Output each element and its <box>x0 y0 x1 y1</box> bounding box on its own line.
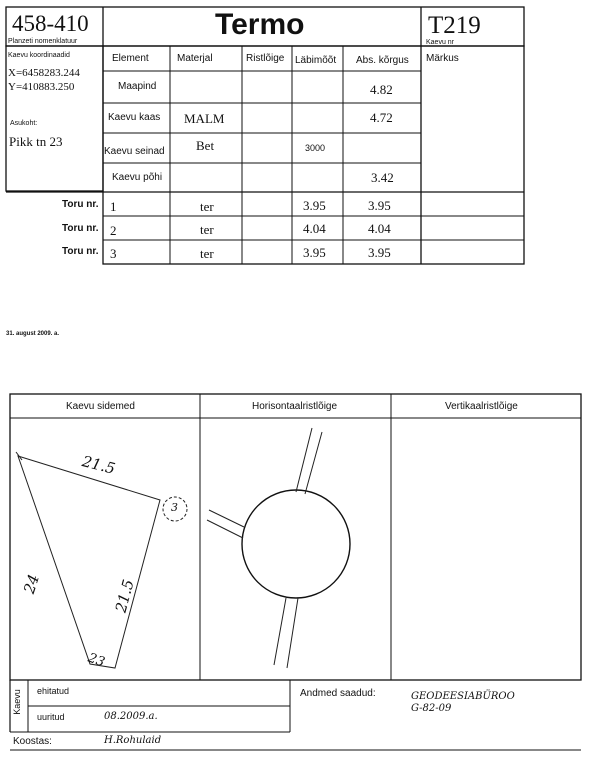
built-label: ehitatud <box>37 686 70 696</box>
circle-number: 3 <box>171 501 178 514</box>
nomenclature-label: Planzeti nomenklatuur <box>8 38 78 45</box>
row-height: 3.42 <box>371 170 394 185</box>
well-number: T219 <box>428 12 481 39</box>
row-diameter: 3000 <box>305 143 326 153</box>
pipe-number: 1 <box>110 199 117 214</box>
pipe-number: 2 <box>110 223 117 238</box>
row-height: 4.72 <box>370 110 393 125</box>
data-code: G-82-09 <box>411 703 452 714</box>
sketch-header-horizontal: Horisontaalristlõige <box>252 401 338 412</box>
row-material: Bet <box>196 138 215 153</box>
location-label: Asukoht: <box>10 120 38 127</box>
col-header-diameter: Läbimõõt <box>295 55 337 66</box>
sketch-header-ties: Kaevu sidemed <box>66 401 135 412</box>
row-element: Maapind <box>118 81 157 92</box>
pipe-material: ter <box>200 246 214 261</box>
coords-label: Kaevu koordinaadid <box>8 52 70 59</box>
pipe-number: 3 <box>110 246 117 261</box>
row-element: Kaevu kaas <box>108 112 161 123</box>
surveyed-value: 08.2009.a. <box>104 711 158 722</box>
location-value: Pikk tn 23 <box>9 134 63 149</box>
row-material: MALM <box>184 111 225 126</box>
data-source: GEODEESIABÜROO <box>411 691 515 702</box>
coord-y: Y=410883.250 <box>8 81 75 93</box>
pipe-height: 3.95 <box>368 198 391 213</box>
row-element: Kaevu põhi <box>112 172 163 183</box>
page-title: Termo <box>215 8 305 41</box>
date-line: 31. august 2009. a. <box>6 331 60 337</box>
data-label: Andmed saadud: <box>300 688 376 699</box>
col-header-element: Element <box>112 53 149 64</box>
nomenclature: 458-410 <box>12 11 89 36</box>
author-value: H.Rohulaid <box>104 735 162 746</box>
dim-right: 21.5 <box>111 577 138 615</box>
author-label: Koostas: <box>13 736 52 747</box>
pipe-material: ter <box>200 222 214 237</box>
row-element: Kaevu seinad <box>104 146 165 157</box>
pipe-height: 4.04 <box>368 221 391 236</box>
well-number-label: Kaevu nr <box>426 39 455 46</box>
pipe-label: Toru nr. <box>62 223 99 234</box>
pipe-material: ter <box>200 199 214 214</box>
dim-bottom: 23 <box>85 650 107 671</box>
pipe-diameter: 3.95 <box>303 245 326 260</box>
row-height: 4.82 <box>370 82 393 97</box>
pipe-diameter: 4.04 <box>303 221 326 236</box>
pipe-label: Toru nr. <box>62 246 99 257</box>
col-header-section: Ristlõige <box>246 53 285 64</box>
pipe-diameter: 3.95 <box>303 198 326 213</box>
pipe-label: Toru nr. <box>62 199 99 210</box>
surveyed-label: uuritud <box>37 712 65 722</box>
dim-top: 21.5 <box>80 452 118 478</box>
col-header-material: Materjal <box>177 53 213 64</box>
coord-x: X=6458283.244 <box>8 67 80 79</box>
col-header-remarks: Märkus <box>426 53 459 64</box>
footer-side-label: Kaevu <box>11 689 22 715</box>
sketch-header-vertical: Vertikaalristlõige <box>445 401 518 412</box>
pipe-height: 3.95 <box>368 245 391 260</box>
dim-left: 24 <box>20 572 44 596</box>
col-header-height: Abs. kõrgus <box>356 55 409 66</box>
